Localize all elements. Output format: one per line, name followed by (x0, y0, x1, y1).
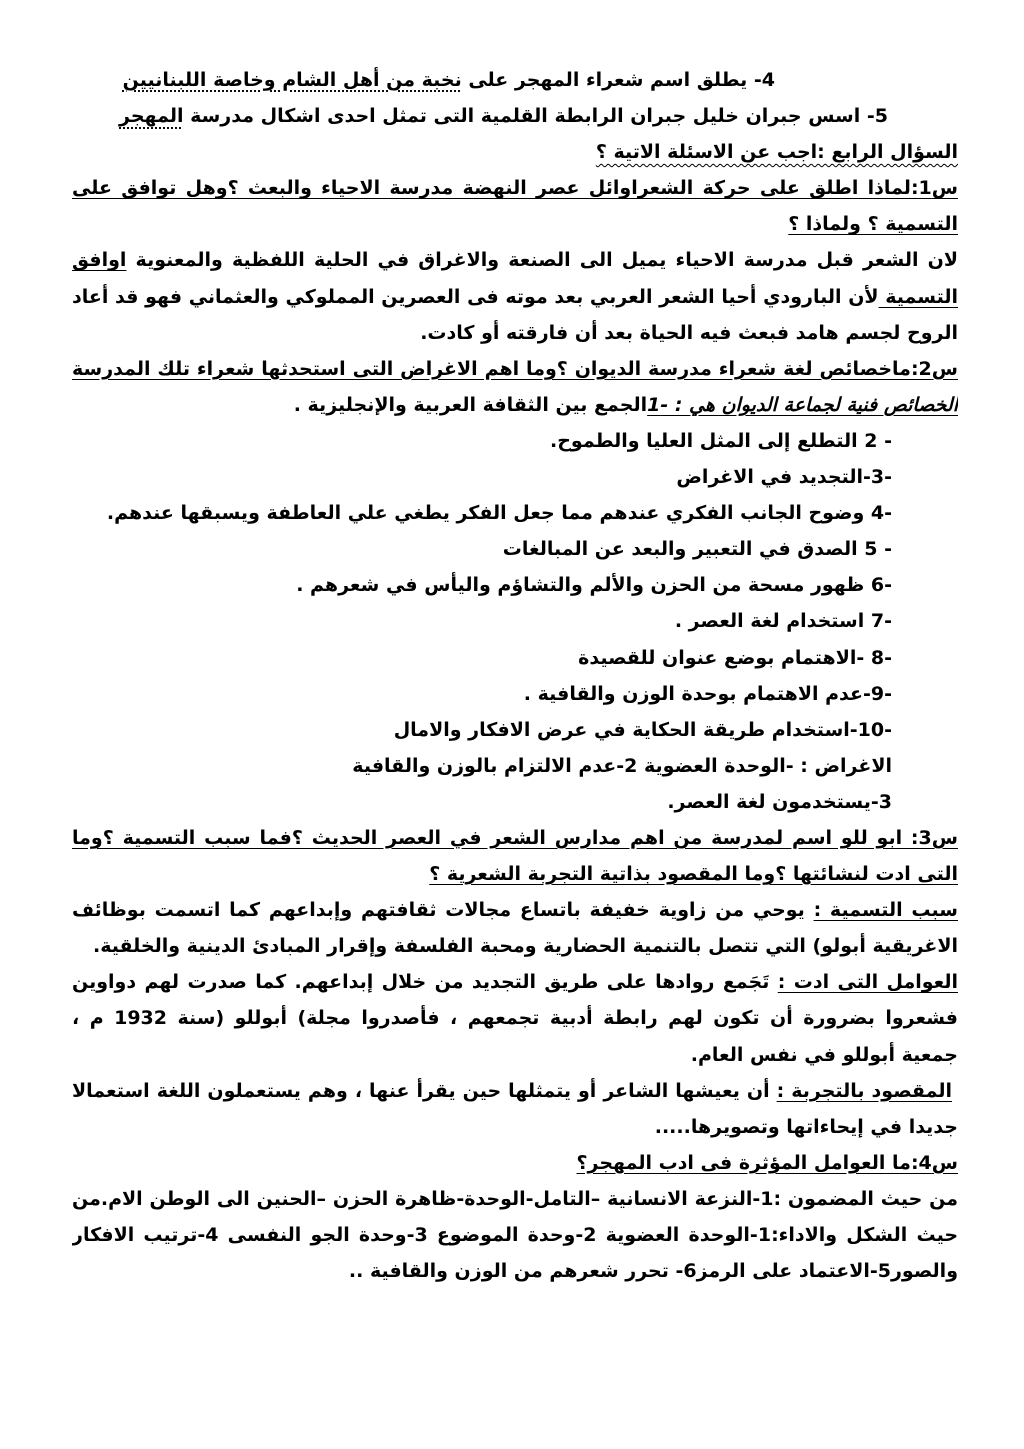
list-item: الاغراض : -الوحدة العضوية 2-عدم الالتزام بالوزن والقافية (352, 754, 892, 777)
list-item: - 2 التطلع إلى المثل العليا والطموح. (550, 429, 892, 452)
question-4: س4:ما العوامل المؤثرة فى ادب المهجر؟ (576, 1151, 958, 1174)
list-item: -10-استخدام طريقة الحكاية في عرض الافكار والامال (393, 718, 892, 741)
list-item: -8 -الاهتمام بوضع عنوان للقصيدة (578, 646, 892, 669)
answer-3-line: جمعية أبوللو في نفس العام. (690, 1043, 958, 1066)
question-2: س2:ماخصائص لغة شعراء مدرسة الديوان ؟وما اهم الاغراض التى استحدثها شعراء تلك المدرسة (72, 357, 958, 380)
question-1: س1:لماذا اطلق على حركة الشعراوائل عصر النهضة مدرسة الاحياء والبعث ؟وهل توافق على (72, 177, 958, 200)
list-item: -7 استخدام لغة العصر . (674, 610, 892, 633)
answer-3-line: سبب التسمية : يوحي من زاوية خفيفة باتساع مجالات ثقافتهم وإبداعهم كما اتسمت بوظائف (72, 899, 958, 922)
answer-2-heading: الخصائص فنية لجماعة الديوان هي : -1الجمع بين الثقافة العربية والإنجليزية . (293, 393, 958, 416)
answer-1-line: التسمية لأن البارودي أحيا الشعر العربي بعد موته فى العصرين المملوكي والعثماني فهو قد أعاد (72, 285, 958, 308)
answer-3-line: العوامل التى ادت : تَجَمع روادها على طريق التجديد من خلال إبداعهم. كما صدرت لهم دواوين (72, 971, 958, 994)
list-item: -4 وضوح الجانب الفكري عندهم مما جعل الفكر يطغي علي العاطفة ويسبقها عندهم. (106, 502, 892, 525)
question-1-cont: التسمية ؟ ولماذا ؟ (788, 213, 958, 236)
list-item: -6 ظهور مسحة من الحزن والألم والتشاؤم واليأس في شعرهم . (296, 574, 892, 597)
list-item: 3-يستخدمون لغة العصر. (667, 790, 892, 813)
answer-3-line: الاغريقية أبولو) التي تتصل بالتنمية الحضارية ومحبة الفلسفة وإقرار المبادئ الدينية والخلقية. (92, 935, 958, 958)
answer-1-line: الروح لجسم هامد فبعث فيه الحياة بعد أن فارقته أو كادت. (420, 321, 958, 344)
intro-item-5: 5- اسس جبران خليل جبران الرابطة القلمية التى تمثل احدى اشكال مدرسة المهجر (119, 105, 888, 128)
answer-4-line: والصور5-الاعتماد على الرمز6- تحرر شعرهم من الوزن والقافية .. (348, 1260, 958, 1283)
answer-3-line: المقصود بالتجربة : أن يعيشها الشاعر أو يتمثلها حين يقرأ عنها ، وهم يستعملون اللغة استعمالا (72, 1079, 952, 1102)
intro-item-4: 4- يطلق اسم شعراء المهجر على نخبة من أهل الشام وخاصة اللبنانيين (122, 69, 775, 91)
list-item: -9-عدم الاهتمام بوحدة الوزن والقافية . (523, 682, 892, 705)
section-heading: السؤال الرابع :اجب عن الاسئلة الاتية ؟ (595, 141, 958, 164)
answer-4-line: من حيث المضمون :1-النزعة الانسانية –التامل-الوحدة-ظاهرة الحزن –الحنين الى الوطن الام.من (72, 1187, 958, 1210)
question-3: س3: ابو للو اسم لمدرسة من اهم مدارس الشعر في العصر الحديث ؟فما سبب التسمية ؟وما (72, 826, 958, 849)
answer-blank: نخبة من أهل الشام وخاصة اللبنانيين (122, 69, 462, 91)
answer-3-line: جديدا في إيحاءاتها وتصويرها..... (654, 1115, 958, 1138)
list-item: -3-التجديد في الاغراض (676, 466, 892, 489)
answer-1-line: لان الشعر قبل مدرسة الاحياء يميل الى الصنعة والاغراق في الحلية اللفظية والمعنوية اوافق (72, 249, 958, 272)
answer-4-line: حيث الشكل والاداء:1-الوحدة العضوية 2-وحدة الموضوع 3-وحدة الجو النفسى 4-ترتيب الافكار (72, 1224, 958, 1246)
answer-3-line: فشعروا بضرورة أن تكون لهم رابطة أدبية تجمعهم ، فأصدروا مجلة) أبوللو (سنة 1932 م ، (72, 1007, 958, 1030)
list-item: - 5 الصدق في التعبير والبعد عن المبالغات (502, 538, 892, 561)
answer-blank: المهجر (119, 105, 184, 128)
question-3-cont: التى ادت لنشائتها ؟وما المقصود بذاتية التجربة الشعرية ؟ (429, 863, 958, 886)
